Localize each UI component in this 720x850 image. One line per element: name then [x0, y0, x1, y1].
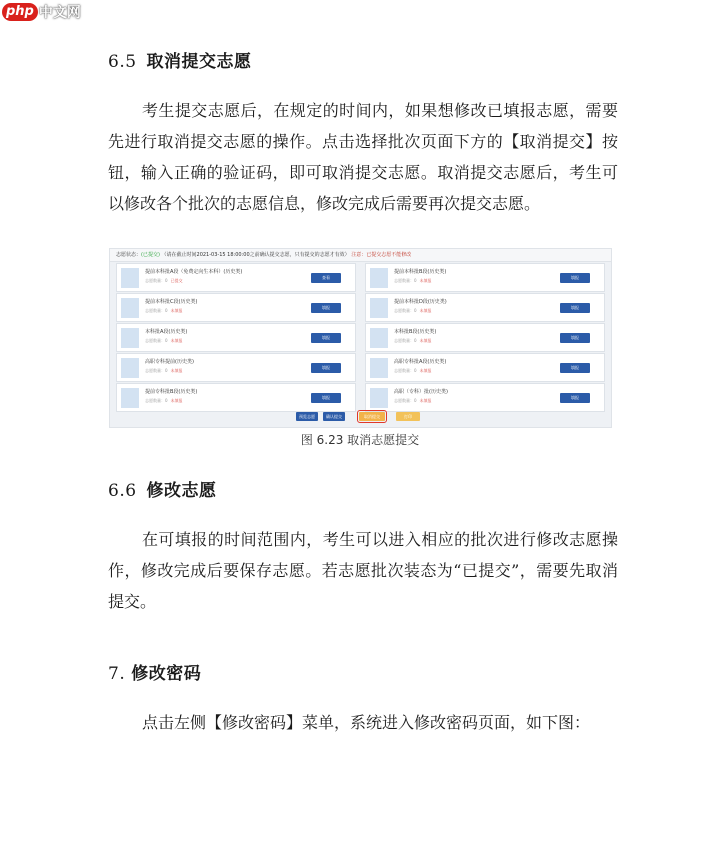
batch-icon — [121, 298, 139, 318]
batch-status: 志愿数量：0 未填报 — [145, 308, 183, 313]
heading-6-6-number: 6.6 — [108, 481, 137, 501]
paragraph-7: 点击左侧【修改密码】菜单，系统进入修改密码页面，如下图： — [142, 713, 591, 732]
batch-action-button[interactable]: 填报 — [560, 333, 590, 343]
cancel-submit-button[interactable]: 取消提交 — [359, 412, 385, 421]
batch-icon — [370, 358, 388, 378]
batch-icon — [370, 268, 388, 288]
print-button[interactable]: 打印 — [396, 412, 420, 421]
batch-name: 高职专科批A段(历史类) — [394, 359, 447, 365]
batch-icon — [121, 328, 139, 348]
paragraph-6-5: 考生提交志愿后，在规定的时间内，如果想修改已填报志愿，需要先进行取消提交志愿的操作。点击选择批次页面下方的【取消提交】按钮，输入正确的验证码，即可取消提交志愿。取消提交志愿后，考生可以修改各个批次的志愿信息，修改完成后需要再次提交志愿。 — [108, 101, 618, 213]
figure-status-prefix: 志愿状态： — [116, 252, 142, 258]
figure-caption: 图 6.23 取消志愿提交 — [300, 433, 420, 447]
batch-action-button[interactable]: 查看 — [311, 273, 341, 283]
heading-6-5 — [108, 47, 252, 72]
batch-action-button[interactable]: 填报 — [311, 333, 341, 343]
confirm-submit-button[interactable]: 确认提交 — [323, 412, 345, 421]
batch-name: 本科批A段(历史类) — [145, 329, 188, 335]
batch-icon — [121, 268, 139, 288]
batch-status: 志愿数量：0 未填报 — [394, 398, 432, 403]
batch-status: 志愿数量：0 未填报 — [145, 398, 183, 403]
batch-icon — [370, 388, 388, 408]
batch-action-button[interactable]: 填报 — [560, 273, 590, 283]
batch-name: 提前本科批B段(历史类) — [394, 269, 447, 275]
figure-status-bar — [110, 249, 611, 262]
batch-action-button[interactable]: 填报 — [560, 303, 590, 313]
batch-status: 志愿数量：0 未填报 — [394, 308, 432, 313]
batch-card — [365, 263, 605, 292]
figure-status-warn: 注意：已提交志愿不能修改 — [351, 252, 412, 258]
heading-6-5-title: 取消提交志愿 — [146, 52, 252, 72]
batch-status: 志愿数量：0 未填报 — [145, 368, 183, 373]
batch-card — [116, 323, 356, 352]
batch-card — [365, 293, 605, 322]
batch-name: 本科批B段(历史类) — [394, 329, 437, 335]
batch-name: 高职（专科）批(历史类) — [394, 389, 448, 395]
batch-icon — [121, 388, 139, 408]
site-watermark-logo — [2, 2, 81, 22]
batch-action-button[interactable]: 填报 — [560, 393, 590, 403]
batch-card — [116, 383, 356, 412]
batch-action-button[interactable]: 填报 — [311, 303, 341, 313]
heading-7-title: 修改密码 — [131, 664, 202, 684]
paragraph-6-6: 在可填报的时间范围内，考生可以进入相应的批次进行修改志愿操作，修改完成后要保存志愿。若志愿批次装态为“已提交”，需要先取消提交。 — [108, 530, 618, 611]
batch-action-button[interactable]: 填报 — [311, 393, 341, 403]
batch-name: 高职专科提前(历史类) — [145, 359, 194, 365]
watermark-brand: php — [2, 3, 38, 21]
figure-action-buttons — [110, 412, 611, 424]
figure-status-note: （请在截止时间2021-03-15 18:00:00之前确认提交志愿，只有提交的志愿才有效） — [161, 252, 350, 258]
figure-cancel-submit-screenshot — [109, 248, 612, 428]
batch-action-button[interactable]: 填报 — [560, 363, 590, 373]
watermark-site: 中文网 — [38, 5, 81, 21]
batch-name: 提前本科批C段(历史类) — [145, 299, 198, 305]
batch-card — [365, 353, 605, 382]
heading-7-number: 7. — [108, 664, 126, 684]
batch-name: 提前本科批A段（免费定向生本科）(历史类) — [145, 269, 243, 275]
batch-card — [365, 383, 605, 412]
batch-card — [116, 263, 356, 292]
batch-card — [365, 323, 605, 352]
batch-icon — [370, 298, 388, 318]
batch-card — [116, 293, 356, 322]
preview-button[interactable]: 预览志愿 — [296, 412, 318, 421]
batch-name: 提前专科批B段(历史类) — [145, 389, 198, 395]
batch-status: 志愿数量：0 未填报 — [394, 338, 432, 343]
figure-status-value: (已提交) — [141, 252, 160, 258]
batch-status: 志愿数量：0 未填报 — [145, 338, 183, 343]
heading-7 — [108, 659, 201, 684]
batch-name: 提前本科批D段(历史类) — [394, 299, 447, 305]
heading-6-6 — [108, 476, 217, 501]
batch-icon — [121, 358, 139, 378]
batch-icon — [370, 328, 388, 348]
batch-card — [116, 353, 356, 382]
batch-status: 志愿数量：0 已提交 — [145, 278, 183, 283]
heading-6-6-title: 修改志愿 — [146, 481, 217, 501]
batch-status: 志愿数量：0 未填报 — [394, 368, 432, 373]
batch-status: 志愿数量：0 未填报 — [394, 278, 432, 283]
batch-action-button[interactable]: 填报 — [311, 363, 341, 373]
heading-6-5-number: 6.5 — [108, 52, 137, 72]
